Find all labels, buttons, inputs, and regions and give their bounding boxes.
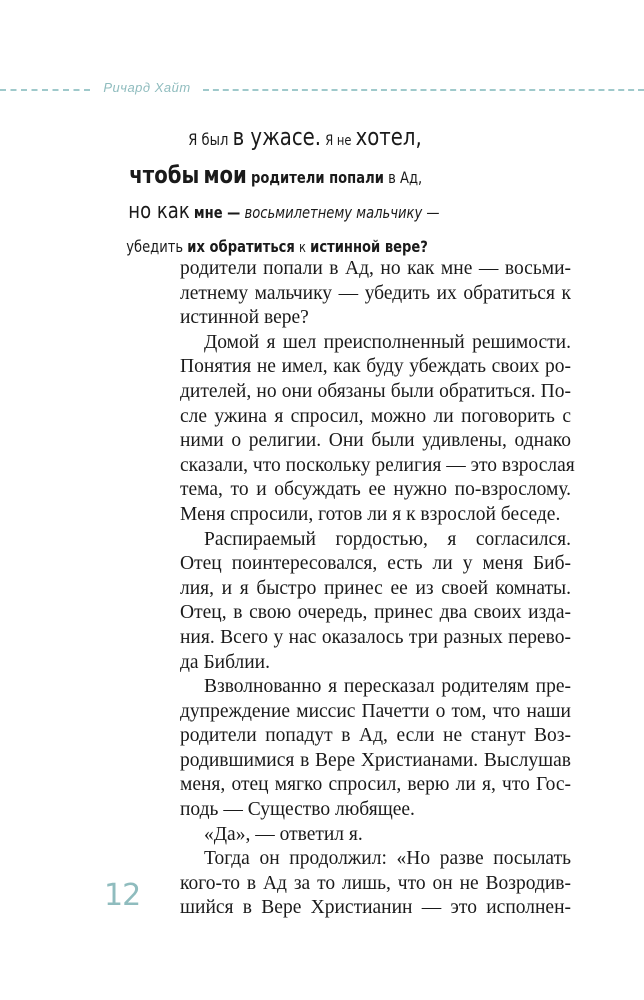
body-line: дупреждение миссис Пачетти о том, что наши	[180, 700, 571, 722]
pq-word: к	[299, 240, 306, 256]
pull-quote-line-1	[60, 120, 422, 158]
body-line: Меня спросили, готов ли я к взрослой беседе.	[180, 503, 561, 525]
body-line: ними о религии. Они были удивлены, однако	[180, 430, 571, 452]
body-line: шийся в Вере Христианин — это исполнен-	[180, 897, 571, 919]
pq-word: истинной вере?	[310, 237, 428, 256]
body-line: родители попадут в Ад, если не станут Воз-	[180, 725, 571, 747]
pq-word: родители попали	[250, 168, 384, 187]
body-line: тема, то и обсуждать ее нужно по-взрослому.	[180, 479, 571, 501]
body-line: родившимися в Вере Христианами. Выслушав	[180, 749, 571, 771]
body-line: ния. Всего у нас оказалось три разных перево-	[180, 626, 571, 648]
pq-word: чтобы	[129, 161, 200, 189]
pq-word: Я не	[325, 133, 352, 149]
pq-word: мои	[203, 161, 247, 189]
body-line: Отец, в свою очередь, принес два своих изда-	[180, 602, 571, 624]
pq-word: Я	[188, 130, 198, 149]
pq-word: но как	[128, 199, 190, 224]
body-line: Тогда он продолжил: «Но разве посылать	[204, 848, 571, 870]
body-line: Отец поинтересовался, есть ли у меня Биб-	[180, 553, 571, 575]
pq-word: мне —	[193, 203, 241, 222]
pq-word: убедить	[126, 237, 184, 256]
body-line: лия, и я быстро принес ее из своей комнаты.	[180, 577, 571, 599]
pq-word: был	[201, 130, 229, 149]
pull-quote-line-3	[60, 195, 440, 230]
body-line: меня, отец мягко спросил, верю ли я, что Гос-	[180, 774, 571, 796]
body-line: кого-то в Ад за то лишь, что он не Возродив-	[180, 872, 571, 894]
header-rule-left	[0, 89, 90, 91]
pq-word: их обратиться	[187, 237, 295, 256]
pq-word: восьмилетнему мальчику —	[244, 203, 440, 222]
pull-quote-line-2	[60, 158, 422, 195]
body-line: Домой я шел преисполненный решимости.	[204, 331, 571, 353]
pq-word: хотел,	[355, 123, 422, 151]
body-line: подь — Существо любящее.	[180, 799, 415, 821]
running-head: Ричард Хайт	[103, 80, 191, 95]
body-line: да Библии.	[180, 651, 270, 673]
body-line: летнему мальчику — убедить их обратиться к	[180, 282, 571, 304]
body-line: сле ужина я спросил, можно ли поговорить с	[180, 405, 571, 427]
body-text	[180, 257, 575, 921]
body-line: истинной вере?	[180, 307, 309, 329]
header-rule-right	[203, 89, 644, 91]
body-line: сказали, что поскольку религия — это взрослая	[180, 454, 575, 476]
body-line: Распираемый гордостью, я согласился.	[204, 528, 571, 550]
body-line: Взволнованно я пересказал родителям пре-	[204, 676, 571, 698]
body-line: «Да», — ответил я.	[204, 823, 363, 845]
body-line: Понятия не имел, как буду убеждать своих ро-	[180, 356, 571, 378]
pq-word: в ужасе.	[232, 123, 322, 151]
body-line: дителей, но они обязаны были обратиться. По-	[180, 380, 571, 402]
pull-quote	[60, 120, 440, 265]
page-number: 12	[104, 878, 141, 913]
body-line: родители попали в Ад, но как мне — восьми-	[180, 258, 571, 279]
pq-word: в Ад,	[387, 168, 422, 187]
